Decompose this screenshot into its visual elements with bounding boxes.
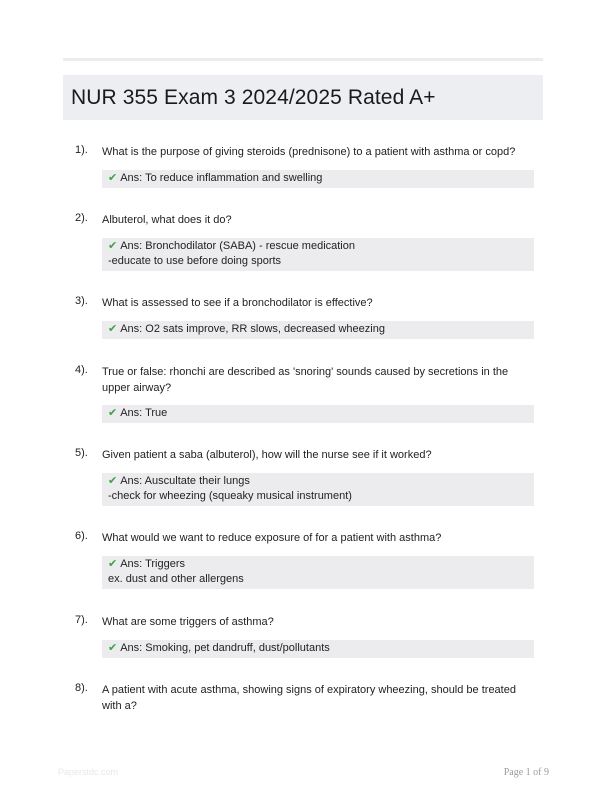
question-number: 2). [75, 212, 88, 224]
answer-text: Ans: Bronchodilator (SABA) - rescue medication [120, 240, 355, 252]
answer-text: Ans: O2 sats improve, RR slows, decreased wheezing [120, 323, 385, 335]
question-text: What are some triggers of asthma? [102, 616, 274, 628]
question-text: A patient with acute asthma, showing signs of expiratory wheezing, should be treated with a? [102, 684, 516, 712]
checkmark-icon: ✔ [108, 642, 118, 654]
top-divider [63, 58, 543, 61]
answer-text: Ans: Smoking, pet dandruff, dust/pollutants [120, 642, 330, 654]
answer-box [102, 640, 534, 658]
question-number: 4). [75, 364, 88, 376]
page-indicator: Page 1 of 9 [503, 767, 549, 778]
checkmark-icon: ✔ [108, 558, 118, 570]
answer-text: Ans: Triggers [120, 558, 186, 570]
question-text: What is the purpose of giving steroids (prednisone) to a patient with asthma or copd? [102, 146, 516, 158]
answer-note: ex. dust and other allergens [108, 573, 244, 585]
question-number: 3). [75, 295, 88, 307]
question-text: What would we want to reduce exposure of for a patient with asthma? [102, 532, 442, 544]
answer-box [102, 321, 534, 339]
checkmark-icon: ✔ [108, 172, 118, 184]
question-number: 1). [75, 144, 88, 156]
checkmark-icon: ✔ [108, 475, 118, 487]
answer-box [102, 170, 534, 188]
answer-box [102, 238, 534, 271]
watermark: Paperstdc.com [58, 767, 119, 777]
question-number: 7). [75, 614, 88, 626]
answer-text: Ans: Auscultate their lungs [120, 475, 250, 487]
title-banner [63, 75, 543, 120]
answer-note: -educate to use before doing sports [108, 255, 282, 267]
checkmark-icon: ✔ [108, 407, 118, 419]
checkmark-icon: ✔ [108, 323, 118, 335]
answer-box [102, 405, 534, 423]
question-text: Albuterol, what does it do? [102, 214, 232, 226]
page-title: NUR 355 Exam 3 2024/2025 Rated A+ [71, 85, 436, 109]
question-text: True or false: rhonchi are described as 'snoring' sounds caused by secretions in the upper airway? [102, 366, 509, 394]
answer-box [102, 556, 534, 589]
question-text: Given patient a saba (albuterol), how will the nurse see if it worked? [102, 449, 432, 461]
question-text: What is assessed to see if a bronchodilator is effective? [102, 297, 373, 309]
answer-note: -check for wheezing (squeaky musical instrument) [108, 490, 352, 502]
answer-text: Ans: To reduce inflammation and swelling [120, 172, 323, 184]
question-number: 6). [75, 530, 88, 542]
question-number: 8). [75, 682, 88, 694]
question-number: 5). [75, 447, 88, 459]
checkmark-icon: ✔ [108, 240, 118, 252]
answer-text: Ans: True [120, 407, 168, 419]
answer-box [102, 473, 534, 506]
